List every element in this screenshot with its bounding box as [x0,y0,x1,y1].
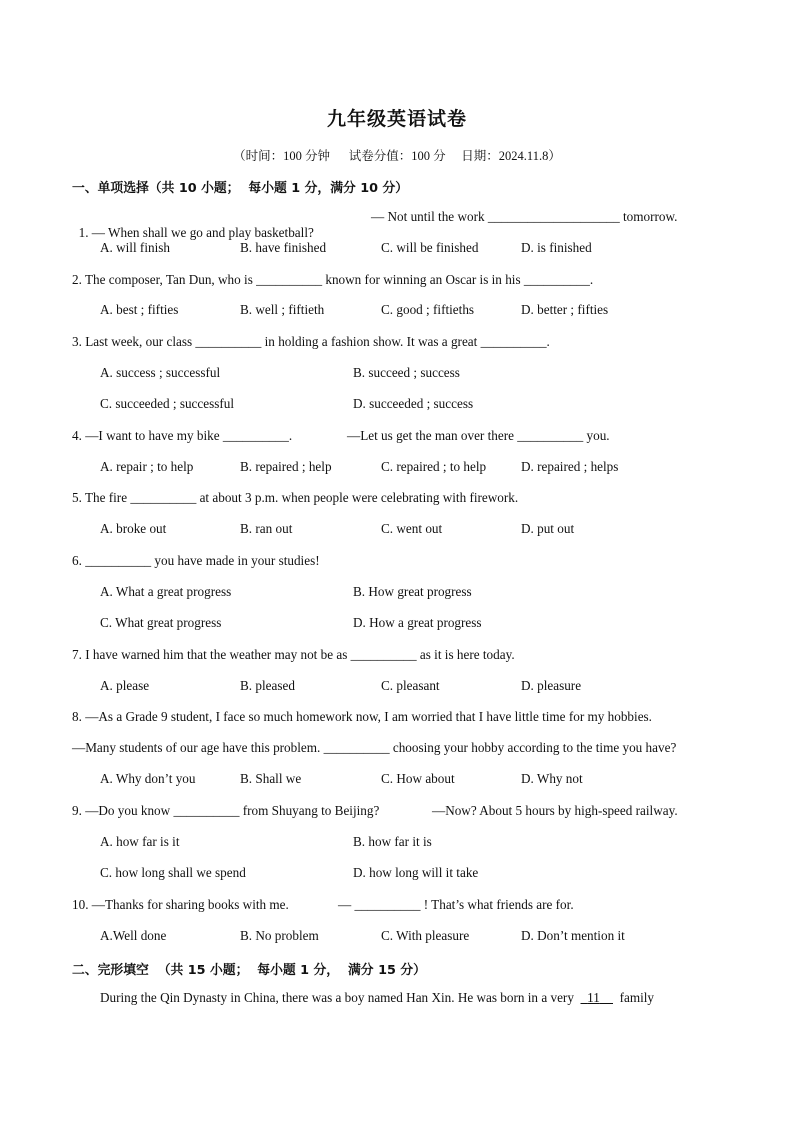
question-2-option-a: A. best ; fifties [100,302,179,317]
cloze-blank-number: 11 [587,990,600,1005]
question-6-option-b: B. How great progress [353,584,472,599]
question-3-option-b: B. succeed ; success [353,365,460,380]
question-3-option-a: A. success ; successful [100,365,221,380]
question-2-option-d: D. better ; fifties [521,302,609,317]
question-10-option-c: C. With pleasure [381,928,470,943]
question-5: 5. The fire __________ at about 3 p.m. when people were celebrating with firework. [72,490,519,505]
question-2: 2. The composer, Tan Dun, who is __________ known for winning an Oscar is in his __________. [72,272,594,287]
question-2-option-c: C. good ; fiftieths [381,302,475,317]
question-6-option-a: A. What a great progress [100,584,232,599]
question-5-option-d: D. put out [521,521,575,536]
question-7: 7. I have warned him that the weather may not be as __________ as it is here today. [72,647,515,662]
question-9-option-c: C. how long shall we spend [100,865,246,880]
question-6-option-c: C. What great progress [100,615,222,630]
question-8-option-d: D. Why not [521,771,583,786]
cloze-passage-text-end: family [619,990,655,1005]
question-7-option-b: B. pleased [240,678,295,693]
question-8: 8. —As a Grade 9 student, I face so much homework now, I am worried that I have little time for my hobbies. [72,709,652,724]
question-1-option-b: B. have finished [240,240,327,255]
section-2-heading: 二、完形填空 （共 15 小题； 每小题 1 分， 满分 15 分） [72,963,426,978]
question-3-option-c: C. succeeded ; successful [100,396,235,411]
question-9-part-b: —Now? About 5 hours by high-speed railway. [432,803,678,818]
question-2-option-b: B. well ; fiftieth [240,302,325,317]
question-5-option-a: A. broke out [100,521,167,536]
exam-subtitle: （时间：100 分钟 试卷分值：100 分 日期：2024.11.8） [233,149,561,163]
question-8-reply: —Many students of our age have this problem. __________ choosing your hobby according to the time you have? [72,740,677,755]
question-7-option-c: C. pleasant [381,678,440,693]
question-8-option-b: B. Shall we [240,771,302,786]
question-9-option-b: B. how far it is [353,834,432,849]
question-7-option-a: A. please [100,678,150,693]
question-9-option-a: A. how far is it [100,834,180,849]
question-3-option-d: D. succeeded ; success [353,396,474,411]
question-10-option-b: B. No problem [240,928,319,943]
question-1-part-b: — Not until the work ____________________ tomorrow. [371,209,678,224]
question-4-part-a: 4. —I want to have my bike __________. [72,428,293,443]
question-9-part-a: 9. —Do you know __________ from Shuyang to Beijing? [72,803,380,818]
question-6-option-d: D. How a great progress [353,615,482,630]
cloze-blank-11 [581,990,613,1005]
question-3: 3. Last week, our class __________ in holding a fashion show. It was a great __________. [72,334,550,349]
section-1-heading: 一、单项选择（共 10 小题； 每小题 1 分，满分 10 分） [72,181,409,196]
question-5-option-b: B. ran out [240,521,293,536]
question-6: 6. __________ you have made in your studies! [72,553,320,568]
question-10-part-b: — __________ ! That’s what friends are for. [338,897,574,912]
question-10-option-a: A.Well done [100,928,167,943]
question-1 [72,209,314,241]
question-7-option-d: D. pleasure [521,678,582,693]
question-1-option-c: C. will be finished [381,240,479,255]
question-4-option-a: A. repair ; to help [100,459,194,474]
question-4-option-c: C. repaired ; to help [381,459,487,474]
question-1-option-a: A. will finish [100,240,170,255]
question-1-option-d: D. is finished [521,240,592,255]
cloze-passage-text: During the Qin Dynasty in China, there was a boy named Han Xin. He was born in a very [100,990,574,1005]
question-4-option-b: B. repaired ; help [240,459,332,474]
question-10-part-a: 10. —Thanks for sharing books with me. [72,897,289,912]
question-8-option-a: A. Why don’t you [100,771,196,786]
question-9-option-d: D. how long will it take [353,865,479,880]
exam-title: 九年级英语试卷 [326,108,467,130]
question-5-option-c: C. went out [381,521,443,536]
question-8-option-c: C. How about [381,771,455,786]
cloze-passage-line [100,990,654,1006]
question-10-option-d: D. Don’t mention it [521,928,625,943]
question-4-part-b: —Let us get the man over there __________ you. [347,428,610,443]
question-4-option-d: D. repaired ; helps [521,459,619,474]
question-1-part-a: 1. — When shall we go and play basketball? [78,225,314,240]
